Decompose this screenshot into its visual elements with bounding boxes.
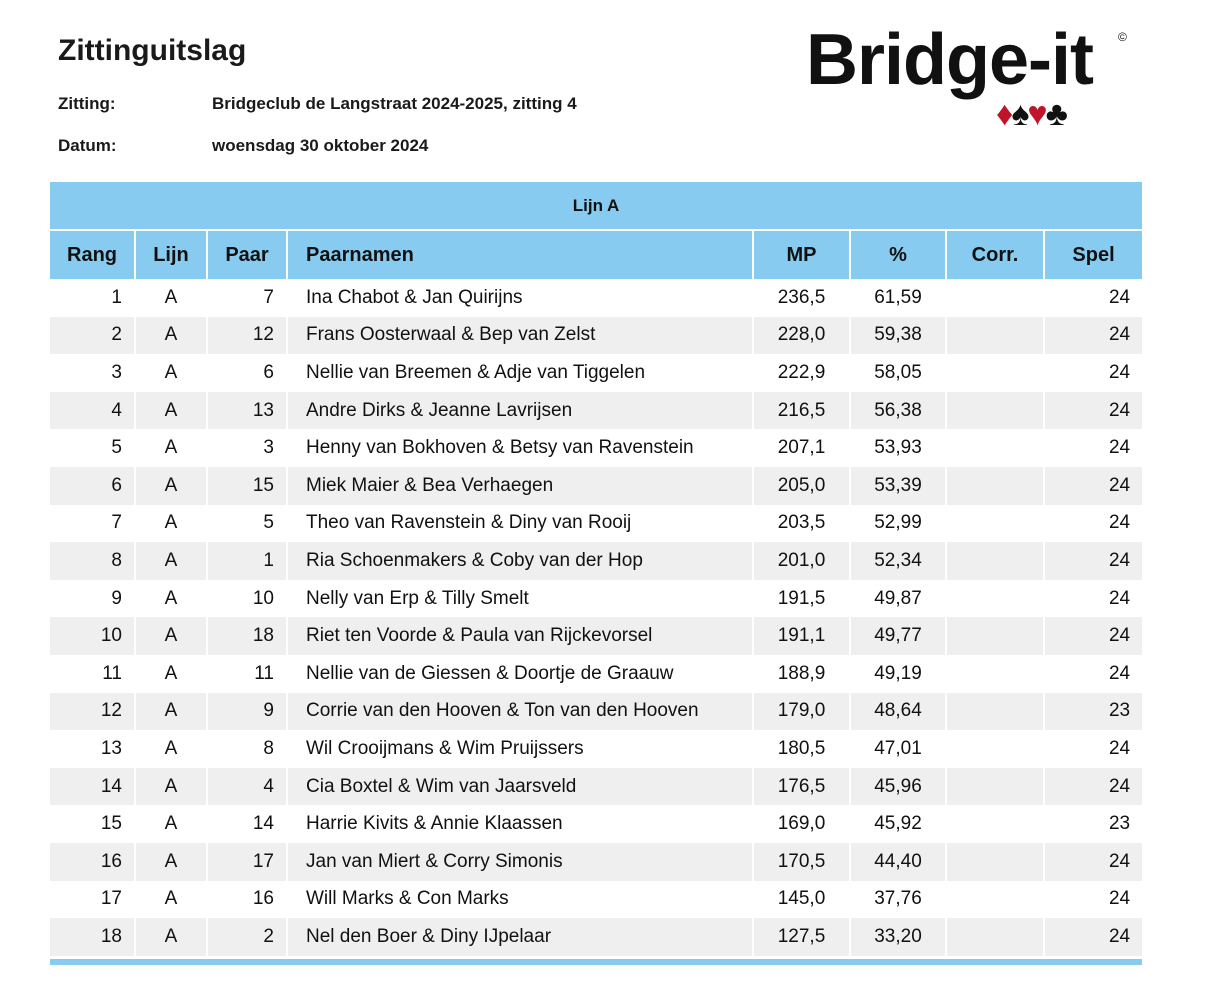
cell-spel: 24 <box>1044 843 1142 881</box>
cell-rang: 7 <box>50 505 135 543</box>
cell-percent: 53,93 <box>850 429 946 467</box>
cell-mp: 170,5 <box>753 843 850 881</box>
cell-paar: 17 <box>207 843 287 881</box>
cell-paarnamen: Andre Dirks & Jeanne Lavrijsen <box>287 392 753 430</box>
cell-mp: 191,5 <box>753 580 850 618</box>
cell-lijn: A <box>135 317 207 355</box>
cell-lijn: A <box>135 617 207 655</box>
cell-lijn: A <box>135 467 207 505</box>
cell-corr <box>946 693 1044 731</box>
cell-spel: 24 <box>1044 768 1142 806</box>
cell-corr <box>946 429 1044 467</box>
cell-percent: 45,92 <box>850 805 946 843</box>
datum-label: Datum: <box>58 136 117 155</box>
cell-corr <box>946 279 1044 317</box>
cell-spel: 24 <box>1044 392 1142 430</box>
table-row <box>50 542 1142 580</box>
cell-paar: 8 <box>207 730 287 768</box>
cell-paarnamen: Will Marks & Con Marks <box>287 881 753 919</box>
cell-rang: 8 <box>50 542 135 580</box>
cell-percent: 37,76 <box>850 881 946 919</box>
cell-rang: 6 <box>50 467 135 505</box>
cell-paarnamen: Nelly van Erp & Tilly Smelt <box>287 580 753 618</box>
cell-lijn: A <box>135 542 207 580</box>
cell-percent: 45,96 <box>850 768 946 806</box>
col-header-mp: MP <box>753 230 850 279</box>
table-row <box>50 617 1142 655</box>
cell-percent: 56,38 <box>850 392 946 430</box>
copyright-icon: © <box>1118 30 1127 44</box>
cell-spel: 23 <box>1044 693 1142 731</box>
cell-corr <box>946 918 1044 956</box>
zitting-value: Bridgeclub de Langstraat 2024-2025, zitting 4 <box>212 94 577 113</box>
cell-paar: 7 <box>207 279 287 317</box>
table-row <box>50 580 1142 618</box>
cell-rang: 2 <box>50 317 135 355</box>
table-row <box>50 881 1142 919</box>
cell-paarnamen: Henny van Bokhoven & Betsy van Ravenstein <box>287 429 753 467</box>
cell-spel: 23 <box>1044 805 1142 843</box>
table-row <box>50 392 1142 430</box>
cell-lijn: A <box>135 730 207 768</box>
cell-rang: 4 <box>50 392 135 430</box>
cell-paarnamen: Corrie van den Hooven & Ton van den Hooven <box>287 693 753 731</box>
cell-mp: 179,0 <box>753 693 850 731</box>
cell-mp: 205,0 <box>753 467 850 505</box>
cell-percent: 49,19 <box>850 655 946 693</box>
col-header-paar: Paar <box>207 230 287 279</box>
club-icon: ♣ <box>1045 95 1066 133</box>
cell-mp: 180,5 <box>753 730 850 768</box>
zitting-label: Zitting: <box>58 94 116 113</box>
cell-paar: 14 <box>207 805 287 843</box>
table-row <box>50 429 1142 467</box>
cell-percent: 53,39 <box>850 467 946 505</box>
cell-spel: 24 <box>1044 317 1142 355</box>
card-suits <box>996 97 1066 131</box>
cell-paarnamen: Nellie van Breemen & Adje van Tiggelen <box>287 354 753 392</box>
col-header-rang: Rang <box>50 230 135 279</box>
cell-paar: 16 <box>207 881 287 919</box>
cell-paarnamen: Wil Crooijmans & Wim Pruijssers <box>287 730 753 768</box>
cell-paar: 3 <box>207 429 287 467</box>
cell-mp: 207,1 <box>753 429 850 467</box>
cell-rang: 15 <box>50 805 135 843</box>
cell-mp: 188,9 <box>753 655 850 693</box>
col-header-spel: Spel <box>1044 230 1142 279</box>
cell-percent: 49,87 <box>850 580 946 618</box>
cell-paarnamen: Ina Chabot & Jan Quirijns <box>287 279 753 317</box>
table-row <box>50 279 1142 317</box>
cell-rang: 12 <box>50 693 135 731</box>
section-title: Lijn A <box>50 182 1142 230</box>
col-header-lijn: Lijn <box>135 230 207 279</box>
cell-lijn: A <box>135 392 207 430</box>
table-row <box>50 693 1142 731</box>
cell-corr <box>946 505 1044 543</box>
cell-lijn: A <box>135 429 207 467</box>
cell-corr <box>946 617 1044 655</box>
cell-paar: 9 <box>207 693 287 731</box>
cell-lijn: A <box>135 843 207 881</box>
cell-percent: 47,01 <box>850 730 946 768</box>
cell-lijn: A <box>135 805 207 843</box>
cell-corr <box>946 655 1044 693</box>
bridge-it-logo <box>806 20 1136 142</box>
cell-corr <box>946 768 1044 806</box>
cell-rang: 9 <box>50 580 135 618</box>
cell-spel: 24 <box>1044 505 1142 543</box>
cell-spel: 24 <box>1044 354 1142 392</box>
cell-percent: 58,05 <box>850 354 946 392</box>
cell-mp: 127,5 <box>753 918 850 956</box>
cell-lijn: A <box>135 918 207 956</box>
cell-corr <box>946 317 1044 355</box>
cell-paar: 1 <box>207 542 287 580</box>
cell-paar: 15 <box>207 467 287 505</box>
cell-percent: 33,20 <box>850 918 946 956</box>
cell-rang: 5 <box>50 429 135 467</box>
cell-lijn: A <box>135 505 207 543</box>
cell-percent: 52,99 <box>850 505 946 543</box>
spade-icon: ♠ <box>1011 95 1028 133</box>
cell-lijn: A <box>135 655 207 693</box>
cell-paarnamen: Harrie Kivits & Annie Klaassen <box>287 805 753 843</box>
cell-corr <box>946 392 1044 430</box>
cell-mp: 145,0 <box>753 881 850 919</box>
cell-corr <box>946 805 1044 843</box>
cell-corr <box>946 354 1044 392</box>
cell-rang: 3 <box>50 354 135 392</box>
cell-mp: 222,9 <box>753 354 850 392</box>
table-row <box>50 317 1142 355</box>
table-row <box>50 730 1142 768</box>
cell-paarnamen: Nellie van de Giessen & Doortje de Graauw <box>287 655 753 693</box>
col-header-percent: % <box>850 230 946 279</box>
cell-mp: 191,1 <box>753 617 850 655</box>
cell-mp: 228,0 <box>753 317 850 355</box>
results-table <box>50 182 1142 956</box>
cell-rang: 11 <box>50 655 135 693</box>
heart-icon: ♥ <box>1027 95 1046 133</box>
cell-percent: 59,38 <box>850 317 946 355</box>
cell-spel: 24 <box>1044 467 1142 505</box>
table-bottom-bar <box>50 959 1142 965</box>
cell-rang: 1 <box>50 279 135 317</box>
cell-rang: 10 <box>50 617 135 655</box>
cell-corr <box>946 467 1044 505</box>
cell-percent: 52,34 <box>850 542 946 580</box>
cell-spel: 24 <box>1044 881 1142 919</box>
section-header <box>50 182 1142 230</box>
cell-paarnamen: Theo van Ravenstein & Diny van Rooij <box>287 505 753 543</box>
cell-corr <box>946 843 1044 881</box>
cell-lijn: A <box>135 279 207 317</box>
cell-paar: 10 <box>207 580 287 618</box>
column-header-row <box>50 230 1142 279</box>
logo-text: Bridge-it <box>806 20 1093 100</box>
cell-corr <box>946 730 1044 768</box>
table-row <box>50 467 1142 505</box>
table-row <box>50 768 1142 806</box>
table-row <box>50 354 1142 392</box>
diamond-icon: ♦ <box>996 95 1012 133</box>
cell-corr <box>946 881 1044 919</box>
cell-mp: 201,0 <box>753 542 850 580</box>
cell-paarnamen: Ria Schoenmakers & Coby van der Hop <box>287 542 753 580</box>
col-header-corr: Corr. <box>946 230 1044 279</box>
cell-rang: 18 <box>50 918 135 956</box>
table-row <box>50 805 1142 843</box>
cell-rang: 13 <box>50 730 135 768</box>
cell-mp: 176,5 <box>753 768 850 806</box>
table-row <box>50 655 1142 693</box>
cell-spel: 24 <box>1044 580 1142 618</box>
cell-percent: 44,40 <box>850 843 946 881</box>
cell-paar: 5 <box>207 505 287 543</box>
cell-percent: 61,59 <box>850 279 946 317</box>
cell-rang: 16 <box>50 843 135 881</box>
table-row <box>50 918 1142 956</box>
cell-spel: 24 <box>1044 617 1142 655</box>
page-title: Zittinguitslag <box>58 34 247 67</box>
cell-paar: 12 <box>207 317 287 355</box>
datum-value: woensdag 30 oktober 2024 <box>212 136 429 155</box>
cell-spel: 24 <box>1044 542 1142 580</box>
cell-lijn: A <box>135 354 207 392</box>
cell-lijn: A <box>135 768 207 806</box>
cell-spel: 24 <box>1044 429 1142 467</box>
cell-paar: 4 <box>207 768 287 806</box>
cell-paar: 11 <box>207 655 287 693</box>
cell-paarnamen: Riet ten Voorde & Paula van Rijckevorsel <box>287 617 753 655</box>
col-header-paarnamen: Paarnamen <box>287 230 753 279</box>
table-row <box>50 505 1142 543</box>
cell-rang: 17 <box>50 881 135 919</box>
cell-mp: 216,5 <box>753 392 850 430</box>
cell-lijn: A <box>135 881 207 919</box>
cell-mp: 236,5 <box>753 279 850 317</box>
cell-percent: 49,77 <box>850 617 946 655</box>
cell-corr <box>946 580 1044 618</box>
cell-paar: 13 <box>207 392 287 430</box>
cell-mp: 203,5 <box>753 505 850 543</box>
cell-paarnamen: Cia Boxtel & Wim van Jaarsveld <box>287 768 753 806</box>
cell-lijn: A <box>135 580 207 618</box>
cell-paarnamen: Jan van Miert & Corry Simonis <box>287 843 753 881</box>
cell-spel: 24 <box>1044 279 1142 317</box>
cell-paarnamen: Frans Oosterwaal & Bep van Zelst <box>287 317 753 355</box>
cell-paar: 6 <box>207 354 287 392</box>
table-row <box>50 843 1142 881</box>
cell-spel: 24 <box>1044 655 1142 693</box>
cell-spel: 24 <box>1044 730 1142 768</box>
cell-percent: 48,64 <box>850 693 946 731</box>
cell-spel: 24 <box>1044 918 1142 956</box>
cell-paar: 2 <box>207 918 287 956</box>
cell-paarnamen: Miek Maier & Bea Verhaegen <box>287 467 753 505</box>
cell-rang: 14 <box>50 768 135 806</box>
cell-paarnamen: Nel den Boer & Diny IJpelaar <box>287 918 753 956</box>
cell-corr <box>946 542 1044 580</box>
cell-mp: 169,0 <box>753 805 850 843</box>
cell-paar: 18 <box>207 617 287 655</box>
cell-lijn: A <box>135 693 207 731</box>
